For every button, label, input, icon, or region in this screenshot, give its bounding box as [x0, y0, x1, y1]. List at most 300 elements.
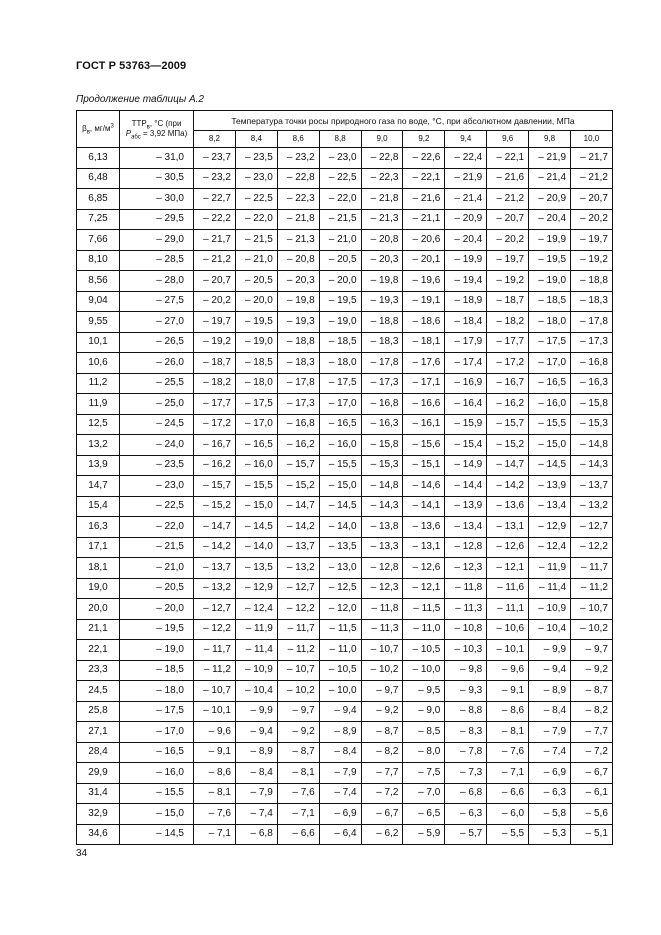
- beta-cell: 21,1: [77, 619, 120, 640]
- dew-point-cell: – 12,3: [361, 578, 403, 599]
- table-row: [77, 168, 613, 189]
- dew-point-cell: – 9,1: [194, 742, 236, 763]
- dew-point-cell: – 16,8: [277, 414, 319, 435]
- beta-cell: 27,1: [77, 722, 120, 743]
- dew-point-cell: – 21,6: [403, 189, 445, 210]
- table-row: [77, 414, 613, 435]
- dew-point-cell: – 18,2: [194, 373, 236, 394]
- dew-point-cell: – 14,8: [571, 435, 613, 456]
- dew-point-cell: – 8,9: [529, 681, 571, 702]
- beta-cell: 11,9: [77, 394, 120, 415]
- dew-point-cell: – 6,6: [277, 824, 319, 845]
- dew-point-cell: – 12,4: [529, 537, 571, 558]
- pressure-header-cell: 8,6: [277, 131, 319, 148]
- dew-point-cell: – 21,5: [319, 209, 361, 230]
- table-header: [77, 111, 613, 148]
- dew-point-cell: – 17,6: [403, 353, 445, 374]
- dew-point-cell: – 7,4: [319, 783, 361, 804]
- dew-point-cell: – 14,7: [194, 517, 236, 538]
- dew-point-cell: – 15,0: [529, 435, 571, 456]
- dew-point-cell: – 17,3: [571, 332, 613, 353]
- ttr-cell: – 14,5: [120, 824, 194, 845]
- beta-cell: 32,9: [77, 804, 120, 825]
- dew-point-cell: – 6,9: [319, 804, 361, 825]
- dew-point-cell: – 12,0: [319, 599, 361, 620]
- beta-cell: 6,13: [77, 148, 120, 169]
- dew-point-cell: – 19,6: [403, 271, 445, 292]
- table-row: [77, 312, 613, 333]
- dew-point-cell: – 10,4: [529, 619, 571, 640]
- dew-point-cell: – 8,7: [277, 742, 319, 763]
- dew-point-cell: – 21,3: [277, 230, 319, 251]
- dew-point-cell: – 17,8: [571, 312, 613, 333]
- dew-point-cell: – 20,3: [277, 271, 319, 292]
- dew-point-cell: – 21,4: [529, 168, 571, 189]
- beta-cell: 14,7: [77, 476, 120, 497]
- dew-point-cell: – 7,1: [194, 824, 236, 845]
- dew-point-cell: – 6,9: [529, 763, 571, 784]
- beta-cell: 25,8: [77, 701, 120, 722]
- beta-cell: 8,56: [77, 271, 120, 292]
- dew-point-cell: – 21,6: [487, 168, 529, 189]
- ttr-cell: – 19,0: [120, 640, 194, 661]
- dew-point-cell: – 16,0: [319, 435, 361, 456]
- dew-point-cell: – 13,7: [571, 476, 613, 497]
- dew-point-cell: – 14,2: [487, 476, 529, 497]
- ttr-cell: – 17,5: [120, 701, 194, 722]
- dew-point-cell: – 18,3: [571, 291, 613, 312]
- table-row: [77, 783, 613, 804]
- beta-cell: 12,5: [77, 414, 120, 435]
- standard-title: ГОСТ Р 53763—2009: [76, 60, 187, 72]
- table-row: [77, 476, 613, 497]
- dew-point-cell: – 6,7: [361, 804, 403, 825]
- dew-point-cell: – 10,2: [571, 619, 613, 640]
- ttr-cell: – 31,0: [120, 148, 194, 169]
- dew-point-cell: – 10,5: [319, 660, 361, 681]
- dew-point-cell: – 8,7: [571, 681, 613, 702]
- dew-point-cell: – 10,9: [529, 599, 571, 620]
- dew-point-cell: – 8,1: [487, 722, 529, 743]
- dew-point-cell: – 12,4: [235, 599, 277, 620]
- dew-point-cell: – 20,0: [319, 271, 361, 292]
- dew-point-cell: – 20,6: [403, 230, 445, 251]
- dew-point-cell: – 13,8: [361, 517, 403, 538]
- table-row: [77, 332, 613, 353]
- dew-point-cell: – 18,7: [194, 353, 236, 374]
- dew-point-cell: – 13,3: [361, 537, 403, 558]
- dew-point-cell: – 6,4: [319, 824, 361, 845]
- dew-point-cell: – 7,4: [529, 742, 571, 763]
- dew-point-cell: – 20,3: [361, 250, 403, 271]
- dew-point-cell: – 9,9: [529, 640, 571, 661]
- dew-point-cell: – 7,2: [361, 783, 403, 804]
- dew-point-cell: – 10,2: [361, 660, 403, 681]
- beta-cell: 7,25: [77, 209, 120, 230]
- dew-point-cell: – 18,5: [235, 353, 277, 374]
- dew-point-cell: – 8,8: [445, 701, 487, 722]
- ttr-cell: – 21,0: [120, 558, 194, 579]
- dew-point-cell: – 8,9: [319, 722, 361, 743]
- pressure-header-cell: 9,8: [529, 131, 571, 148]
- ttr-cell: – 24,0: [120, 435, 194, 456]
- ttr-line2-subscript: абс: [131, 134, 141, 141]
- dew-point-cell: – 15,9: [445, 414, 487, 435]
- pressure-header-cell: 9,0: [361, 131, 403, 148]
- dew-point-cell: – 16,2: [277, 435, 319, 456]
- dew-point-cell: – 14,3: [571, 455, 613, 476]
- dew-point-cell: – 9,7: [277, 701, 319, 722]
- dew-point-cell: – 14,1: [403, 496, 445, 517]
- table-row: [77, 291, 613, 312]
- dew-point-cell: – 10,2: [277, 681, 319, 702]
- dew-point-cell: – 9,9: [235, 701, 277, 722]
- dew-point-cell: – 20,9: [445, 209, 487, 230]
- dew-point-cell: – 19,1: [403, 291, 445, 312]
- dew-point-cell: – 22,6: [403, 148, 445, 169]
- ttr-cell: – 29,0: [120, 230, 194, 251]
- ttr-cell: – 16,5: [120, 742, 194, 763]
- table-row: [77, 537, 613, 558]
- table-row: [77, 148, 613, 169]
- dew-point-cell: – 14,5: [319, 496, 361, 517]
- dew-point-cell: – 18,5: [319, 332, 361, 353]
- beta-cell: 18,1: [77, 558, 120, 579]
- dew-point-cell: – 13,2: [194, 578, 236, 599]
- table-row: [77, 824, 613, 845]
- dew-point-cell: – 10,7: [571, 599, 613, 620]
- dew-point-cell: – 8,2: [571, 701, 613, 722]
- dew-point-cell: – 21,4: [445, 189, 487, 210]
- dew-point-cell: – 16,8: [361, 394, 403, 415]
- dew-point-cell: – 22,3: [277, 189, 319, 210]
- dew-point-cell: – 13,1: [403, 537, 445, 558]
- dew-point-cell: – 19,0: [529, 271, 571, 292]
- dew-point-cell: – 19,7: [194, 312, 236, 333]
- dew-point-cell: – 20,9: [529, 189, 571, 210]
- dew-point-cell: – 14,8: [361, 476, 403, 497]
- dew-point-cell: – 10,8: [445, 619, 487, 640]
- dew-point-cell: – 19,0: [319, 312, 361, 333]
- dew-point-cell: – 15,3: [571, 414, 613, 435]
- dew-point-cell: – 6,1: [571, 783, 613, 804]
- dew-point-cell: – 6,5: [403, 804, 445, 825]
- beta-cell: 7,66: [77, 230, 120, 251]
- dew-point-cell: – 15,0: [319, 476, 361, 497]
- dew-point-cell: – 12,7: [571, 517, 613, 538]
- dew-point-cell: – 11,5: [403, 599, 445, 620]
- dew-point-cell: – 14,2: [194, 537, 236, 558]
- dew-point-cell: – 11,7: [571, 558, 613, 579]
- table-row: [77, 640, 613, 661]
- ttr-cell: – 28,5: [120, 250, 194, 271]
- dew-point-cell: – 17,0: [319, 394, 361, 415]
- dew-point-cell: – 18,8: [361, 312, 403, 333]
- ttr-cell: – 17,0: [120, 722, 194, 743]
- dew-point-cell: – 16,5: [235, 435, 277, 456]
- dew-point-cell: – 17,0: [235, 414, 277, 435]
- dew-point-cell: – 22,0: [319, 189, 361, 210]
- dew-point-cell: – 9,0: [403, 701, 445, 722]
- column-header-ttr: [120, 111, 194, 148]
- pressure-header-cell: 9,2: [403, 131, 445, 148]
- dew-point-cell: – 7,6: [487, 742, 529, 763]
- dew-point-cell: – 10,3: [445, 640, 487, 661]
- dew-point-cell: – 16,5: [529, 373, 571, 394]
- dew-point-table: [76, 110, 613, 845]
- table-row: [77, 742, 613, 763]
- dew-point-cell: – 22,5: [235, 189, 277, 210]
- pressure-header-cell: 9,4: [445, 131, 487, 148]
- dew-point-cell: – 12,7: [194, 599, 236, 620]
- ttr-cell: – 30,5: [120, 168, 194, 189]
- dew-point-cell: – 20,8: [277, 250, 319, 271]
- dew-point-cell: – 15,2: [194, 496, 236, 517]
- dew-point-cell: – 12,6: [403, 558, 445, 579]
- dew-point-cell: – 20,8: [361, 230, 403, 251]
- dew-point-cell: – 11,7: [277, 619, 319, 640]
- dew-point-cell: – 21,5: [235, 230, 277, 251]
- dew-point-cell: – 19,3: [277, 312, 319, 333]
- table-row: [77, 353, 613, 374]
- dew-point-cell: – 8,4: [235, 763, 277, 784]
- beta-cell: 8,10: [77, 250, 120, 271]
- table-body: [77, 148, 613, 845]
- dew-point-cell: – 9,2: [361, 701, 403, 722]
- dew-point-cell: – 15,7: [194, 476, 236, 497]
- dew-point-cell: – 12,1: [403, 578, 445, 599]
- dew-point-cell: – 5,7: [445, 824, 487, 845]
- dew-point-cell: – 14,0: [319, 517, 361, 538]
- dew-point-cell: – 12,9: [235, 578, 277, 599]
- dew-point-cell: – 11,6: [487, 578, 529, 599]
- table-row: [77, 517, 613, 538]
- dew-point-cell: – 11,4: [235, 640, 277, 661]
- dew-point-cell: – 11,4: [529, 578, 571, 599]
- dew-point-cell: – 9,7: [361, 681, 403, 702]
- dew-point-cell: – 8,7: [361, 722, 403, 743]
- pressure-header-cell: 10,0: [571, 131, 613, 148]
- dew-point-cell: – 10,0: [403, 660, 445, 681]
- dew-point-cell: – 7,6: [194, 804, 236, 825]
- dew-point-cell: – 15,8: [571, 394, 613, 415]
- beta-cell: 16,3: [77, 517, 120, 538]
- dew-point-cell: – 16,7: [487, 373, 529, 394]
- dew-point-cell: – 11,2: [277, 640, 319, 661]
- table-row: [77, 394, 613, 415]
- dew-point-cell: – 9,7: [571, 640, 613, 661]
- beta-cell: 13,2: [77, 435, 120, 456]
- dew-point-cell: – 7,7: [361, 763, 403, 784]
- beta-subscript: в: [86, 129, 90, 136]
- dew-point-cell: – 5,5: [487, 824, 529, 845]
- dew-point-cell: – 22,3: [361, 168, 403, 189]
- dew-point-cell: – 16,2: [194, 455, 236, 476]
- beta-cell: 10,6: [77, 353, 120, 374]
- dew-point-cell: – 12,5: [319, 578, 361, 599]
- ttr-cell: – 29,5: [120, 209, 194, 230]
- ttr-cell: – 24,5: [120, 414, 194, 435]
- dew-point-cell: – 14,5: [529, 455, 571, 476]
- beta-cell: 13,9: [77, 455, 120, 476]
- dew-point-cell: – 20,2: [487, 230, 529, 251]
- dew-point-cell: – 18,2: [487, 312, 529, 333]
- dew-point-cell: – 16,8: [571, 353, 613, 374]
- dew-point-cell: – 20,5: [235, 271, 277, 292]
- ttr-cell: – 25,0: [120, 394, 194, 415]
- dew-point-cell: – 21,0: [235, 250, 277, 271]
- dew-point-cell: – 21,3: [361, 209, 403, 230]
- dew-point-cell: – 5,6: [571, 804, 613, 825]
- dew-point-cell: – 16,3: [571, 373, 613, 394]
- dew-point-cell: – 19,7: [487, 250, 529, 271]
- dew-point-cell: – 11,3: [361, 619, 403, 640]
- dew-point-cell: – 7,7: [571, 722, 613, 743]
- dew-point-cell: – 9,4: [529, 660, 571, 681]
- dew-point-cell: – 12,2: [277, 599, 319, 620]
- dew-point-cell: – 10,7: [277, 660, 319, 681]
- dew-point-cell: – 22,8: [277, 168, 319, 189]
- dew-point-cell: – 15,4: [445, 435, 487, 456]
- ttr-cell: – 19,5: [120, 619, 194, 640]
- table-row: [77, 681, 613, 702]
- dew-point-cell: – 9,6: [487, 660, 529, 681]
- dew-point-cell: – 11,7: [194, 640, 236, 661]
- dew-point-cell: – 11,2: [571, 578, 613, 599]
- dew-point-cell: – 15,1: [403, 455, 445, 476]
- dew-point-cell: – 19,7: [571, 230, 613, 251]
- beta-cell: 9,04: [77, 291, 120, 312]
- dew-point-cell: – 20,4: [445, 230, 487, 251]
- dew-point-cell: – 20,7: [487, 209, 529, 230]
- dew-point-cell: – 6,0: [487, 804, 529, 825]
- ttr-cell: – 16,0: [120, 763, 194, 784]
- dew-point-cell: – 9,2: [571, 660, 613, 681]
- dew-point-cell: – 9,2: [277, 722, 319, 743]
- dew-point-cell: – 10,5: [403, 640, 445, 661]
- dew-point-cell: – 11,5: [319, 619, 361, 640]
- table-row: [77, 455, 613, 476]
- dew-point-cell: – 8,0: [403, 742, 445, 763]
- dew-point-cell: – 7,8: [445, 742, 487, 763]
- pressure-header-cell: 8,4: [235, 131, 277, 148]
- beta-unit-superscript: 3: [110, 123, 114, 130]
- dew-point-cell: – 13,6: [403, 517, 445, 538]
- dew-point-cell: – 10,7: [194, 681, 236, 702]
- dew-point-cell: – 19,2: [194, 332, 236, 353]
- dew-point-cell: – 20,7: [571, 189, 613, 210]
- beta-cell: 20,0: [77, 599, 120, 620]
- beta-cell: 24,5: [77, 681, 120, 702]
- beta-cell: 17,1: [77, 537, 120, 558]
- dew-point-cell: – 7,1: [277, 804, 319, 825]
- dew-point-cell: – 11,9: [235, 619, 277, 640]
- ttr-cell: – 26,0: [120, 353, 194, 374]
- dew-point-cell: – 12,3: [445, 558, 487, 579]
- dew-point-cell: – 19,0: [235, 332, 277, 353]
- dew-point-cell: – 10,9: [235, 660, 277, 681]
- beta-symbol: β: [82, 124, 87, 133]
- dew-point-cell: – 9,8: [445, 660, 487, 681]
- dew-point-cell: – 16,9: [445, 373, 487, 394]
- dew-point-cell: – 6,8: [445, 783, 487, 804]
- ttr-cell: – 23,0: [120, 476, 194, 497]
- dew-point-cell: – 13,6: [487, 496, 529, 517]
- dew-point-cell: – 6,3: [529, 783, 571, 804]
- table-row: [77, 189, 613, 210]
- dew-point-cell: – 13,9: [529, 476, 571, 497]
- dew-point-cell: – 20,2: [194, 291, 236, 312]
- dew-point-cell: – 17,5: [235, 394, 277, 415]
- dew-point-cell: – 9,6: [194, 722, 236, 743]
- dew-point-cell: – 11,9: [529, 558, 571, 579]
- table-row: [77, 660, 613, 681]
- table-caption: Продолжение таблицы А.2: [76, 94, 204, 105]
- dew-point-cell: – 14,7: [487, 455, 529, 476]
- table-row: [77, 230, 613, 251]
- dew-point-cell: – 19,5: [235, 312, 277, 333]
- dew-point-cell: – 21,2: [487, 189, 529, 210]
- dew-point-cell: – 7,9: [529, 722, 571, 743]
- dew-point-cell: – 18,0: [235, 373, 277, 394]
- dew-point-cell: – 18,3: [277, 353, 319, 374]
- table-row: [77, 578, 613, 599]
- dew-point-cell: – 19,8: [277, 291, 319, 312]
- dew-point-cell: – 14,5: [235, 517, 277, 538]
- dew-point-cell: – 13,7: [277, 537, 319, 558]
- dew-point-cell: – 12,9: [529, 517, 571, 538]
- beta-cell: 6,85: [77, 189, 120, 210]
- dew-point-cell: – 22,2: [194, 209, 236, 230]
- dew-point-cell: – 18,0: [319, 353, 361, 374]
- ttr-cell: – 20,5: [120, 578, 194, 599]
- dew-point-cell: – 19,2: [571, 250, 613, 271]
- dew-point-cell: – 13,2: [571, 496, 613, 517]
- dew-point-cell: – 12,7: [277, 578, 319, 599]
- dew-point-cell: – 21,1: [403, 209, 445, 230]
- dew-point-cell: – 17,8: [277, 373, 319, 394]
- dew-point-cell: – 15,3: [361, 455, 403, 476]
- dew-point-cell: – 20,0: [235, 291, 277, 312]
- table-row: [77, 763, 613, 784]
- dew-point-cell: – 7,6: [277, 783, 319, 804]
- dew-point-cell: – 12,1: [487, 558, 529, 579]
- dew-point-cell: – 5,1: [571, 824, 613, 845]
- dew-point-cell: – 22,4: [445, 148, 487, 169]
- dew-point-cell: – 21,0: [319, 230, 361, 251]
- dew-point-cell: – 19,4: [445, 271, 487, 292]
- dew-point-cell: – 21,2: [571, 168, 613, 189]
- dew-point-cell: – 11,2: [194, 660, 236, 681]
- dew-point-cell: – 20,2: [571, 209, 613, 230]
- dew-point-cell: – 21,9: [529, 148, 571, 169]
- ttr-cell: – 28,0: [120, 271, 194, 292]
- dew-point-cell: – 18,7: [487, 291, 529, 312]
- dew-point-cell: – 7,9: [235, 783, 277, 804]
- dew-point-cell: – 21,8: [361, 189, 403, 210]
- dew-point-cell: – 23,0: [319, 148, 361, 169]
- dew-point-cell: – 19,2: [487, 271, 529, 292]
- beta-cell: 31,4: [77, 783, 120, 804]
- dew-point-cell: – 9,1: [487, 681, 529, 702]
- dew-point-cell: – 7,0: [403, 783, 445, 804]
- dew-point-cell: – 8,6: [194, 763, 236, 784]
- dew-point-cell: – 21,9: [445, 168, 487, 189]
- dew-point-cell: – 11,8: [445, 578, 487, 599]
- beta-cell: 28,4: [77, 742, 120, 763]
- dew-point-cell: – 23,2: [194, 168, 236, 189]
- dew-point-cell: – 20,5: [319, 250, 361, 271]
